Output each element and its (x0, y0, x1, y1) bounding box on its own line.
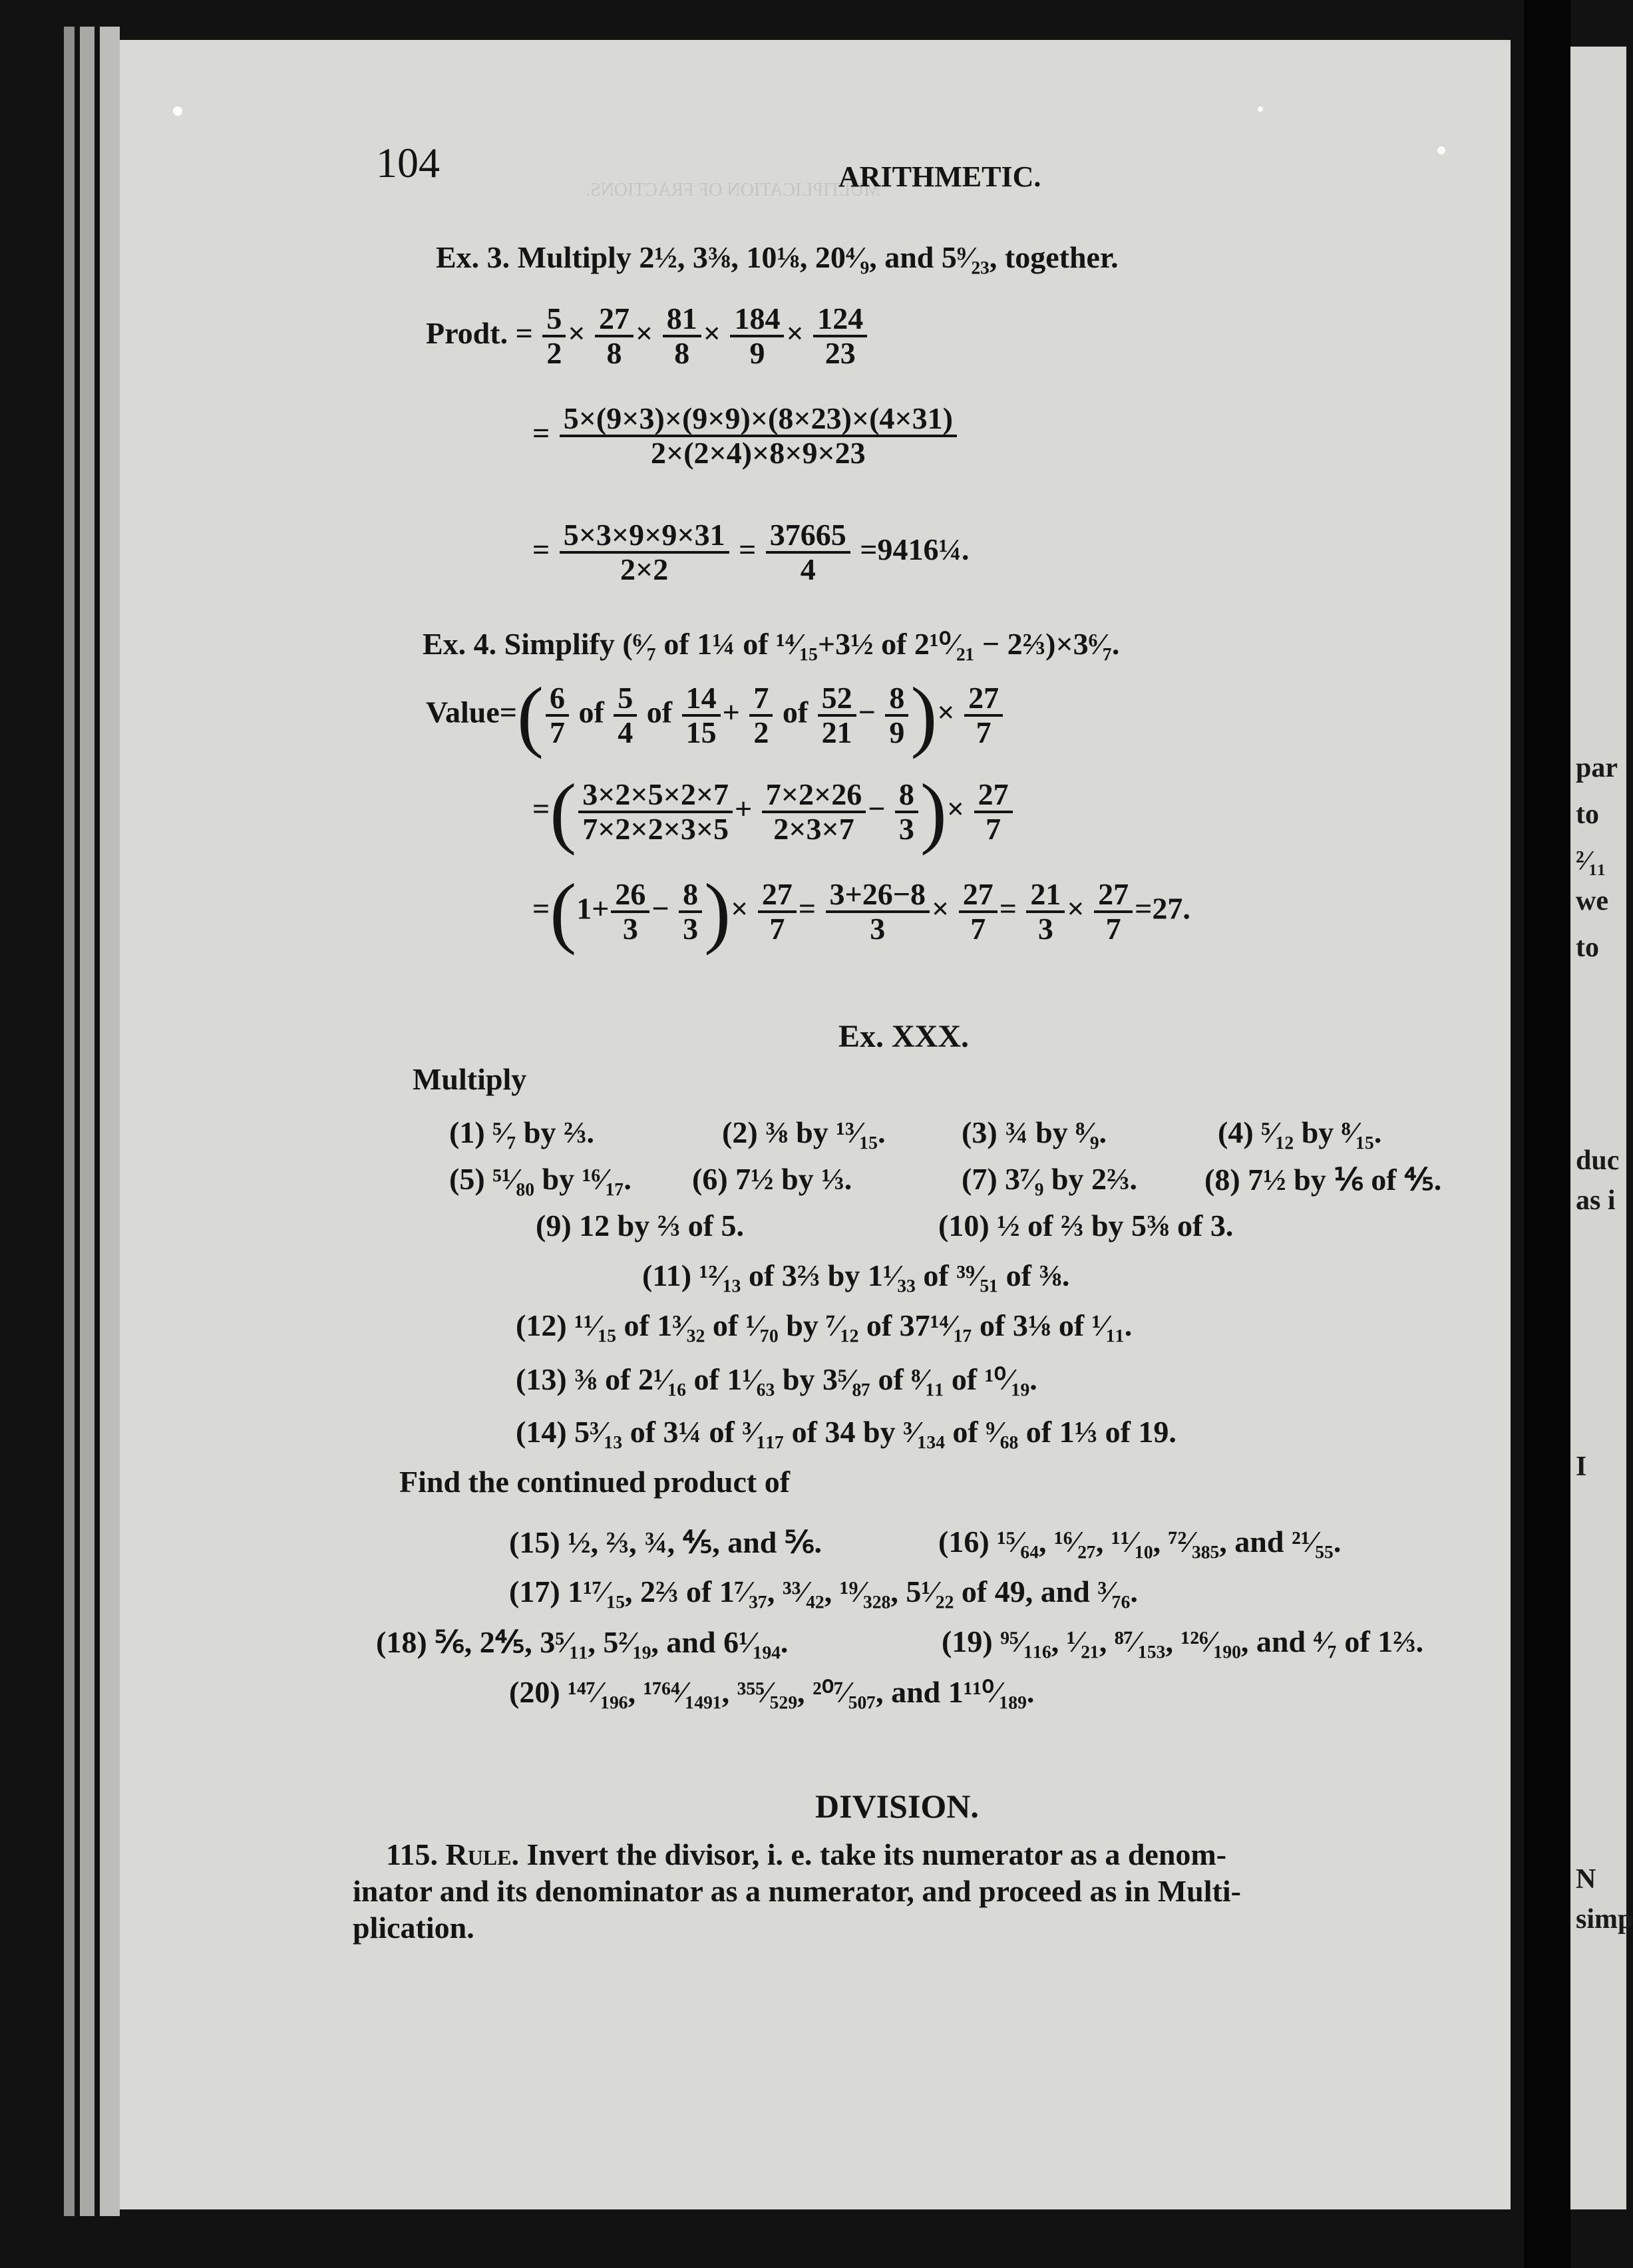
ex3-result: =9416¼. (860, 532, 970, 566)
exercise-item-8: (8) 7½ by ⅙ of ⅘. (1204, 1163, 1442, 1197)
continued-product-label: Find the continued product of (399, 1465, 791, 1499)
rule-line-2: inator and its denominator as a numerator, and proceed as in Multi- (353, 1874, 1241, 1908)
ex4-value-line3: =(1+ $\frac{26}{3}$ − $\frac{8}{3}$ )× $\frac{27}{7}$ = $\frac{3+26-8}{3}$ × $\frac{27}{7}$ = $\frac{21}{3}$ × $\frac{27}{7}$ =27. (532, 867, 1190, 956)
ex3-frac-prod: $\frac{5\times 3\times 9\times 9\times 31}{2\times 2}$ (560, 519, 729, 586)
exercise-item-7: (7) 3⁷⁄₉ by 2⅔. (962, 1162, 1137, 1196)
ex3-frac-2: $\frac{27}{8}$ (595, 303, 634, 370)
ex3-frac-mid: $\frac{37665}{4}$ (766, 519, 850, 586)
exercise-item-4: (4) ⁵⁄₁₂ by ⁸⁄₁₅. (1218, 1115, 1382, 1149)
facing-text: to (1576, 932, 1599, 963)
division-heading: DIVISION. (815, 1788, 979, 1825)
ex3-frac-1: $\frac{5}{2}$ (542, 303, 566, 370)
facing-text: simp (1576, 1904, 1633, 1935)
ex3-frac-4: $\frac{184}{9}$ (730, 303, 784, 370)
exercise-item-16: (16) ¹⁵⁄₆₄, ¹⁶⁄₂₇, ¹¹⁄₁₀, ⁷²⁄₃₈₅, and ²¹⁄₅₅. (938, 1525, 1342, 1559)
exercise-item-17: (17) 1¹⁷⁄₁₅, 2⅔ of 1⁷⁄₃₇, ³³⁄₄₂, ¹⁹⁄₃₂₈, 5¹⁄₂₂ of 49, and ³⁄₇₆. (509, 1575, 1138, 1608)
scan-speck (1437, 146, 1445, 154)
ex4-statement: Ex. 4. Simplify (⁶⁄₇ of 1¼ of ¹⁴⁄₁₅+3½ of 2¹⁰⁄₂₁ − 2⅔)×3⁶⁄₇. (423, 627, 1120, 661)
exercise-item-11: (11) ¹²⁄₁₃ of 3⅔ by 1¹⁄₃₃ of ³⁹⁄₅₁ of ⅜. (642, 1258, 1070, 1292)
exercise-item-2: (2) ⅜ by ¹³⁄₁₅. (722, 1115, 886, 1149)
rule-line-3: plication. (353, 1911, 474, 1945)
multiply-label: Multiply (413, 1062, 527, 1096)
exercise-item-13: (13) ⅜ of 2¹⁄₁₆ of 1¹⁄₆₃ by 3⁵⁄₈₇ of ⁸⁄₁₁ of ¹⁰⁄₁₉. (516, 1362, 1037, 1396)
ex4-value-line2: =( $\frac{3\times 2\times 5\times 2\times 7}{7\times 2\times 2\times 3\times 5}$ + $\frac{7\times 2\times 26}{2\times 3\times 7}$ − $\frac{8}{3}$ )× $\frac{27}{7}$ (532, 772, 1015, 852)
scan-speck (173, 106, 182, 116)
ex3-statement: Ex. 3. Multiply 2½, 3⅜, 10⅛, 20⁴⁄₉, and 5⁹⁄₂₃, together. (436, 240, 1119, 274)
rule-number: 115. (386, 1837, 438, 1871)
ex3-big-frac: $\frac{5\times(9\times 3)\times(9\times 9)\times(8\times 23)\times(4\times 31)}{2\times(2\times 4)\times 8\times 9\times 23}$ (560, 403, 957, 470)
bleed-through-text: MULTIPLICATION OF FRACTIONS. (586, 180, 881, 200)
facing-text: I (1576, 1451, 1587, 1482)
exercise-item-6: (6) 7½ by ⅓. (692, 1162, 852, 1196)
ex3-line2: = $\frac{5\times(9\times 3)\times(9\times 9)\times(8\times 23)\times(4\times 31)}{2\times(2\times 4)\times 8\times 9\times 23}$ (532, 403, 959, 470)
rule-label: Rule. (445, 1837, 519, 1871)
ex3-lead: Prodt. = (426, 315, 533, 350)
page-edge-left-2 (80, 27, 94, 2216)
facing-text: we (1576, 886, 1608, 916)
rule-text-1: Invert the divisor, i. e. take its numerator as a denom- (526, 1837, 1227, 1871)
exercise-item-1: (1) ⁵⁄₇ by ⅔. (449, 1115, 594, 1149)
exercise-item-14: (14) 5³⁄₁₃ of 3¼ of ³⁄₁₁₇ of 34 by ³⁄₁₃₄ of ⁹⁄₆₈ of 1⅓ of 19. (516, 1415, 1177, 1449)
facing-text: N (1576, 1864, 1596, 1895)
ex4-result: =27. (1135, 891, 1190, 926)
exercise-item-5: (5) ⁵¹⁄₈₀ by ¹⁶⁄₁₇. (449, 1162, 632, 1196)
exercise-item-12: (12) ¹¹⁄₁₅ of 1³⁄₃₂ of ¹⁄₇₀ by ⁷⁄₁₂ of 37¹⁴⁄₁₇ of 3⅛ of ¹⁄₁₁. (516, 1308, 1133, 1342)
exercise-item-3: (3) ¾ by ⁸⁄₉. (962, 1115, 1107, 1149)
ex4-value-line1: Value=( $\frac{6}{7}$ of $\frac{5}{4}$ of $\frac{14}{15}$ + $\frac{7}{2}$ of $\frac{52}{21}$ − $\frac{8}{9}$ )× $\frac{27}{7}$ (426, 675, 1005, 755)
ex3-line3: = $\frac{5\times 3\times 9\times 9\times 31}{2\times 2}$ = $\frac{37665}{4}$ =9416¼. (532, 518, 970, 587)
exercise-item-18: (18) ⅚, 2⅘, 3⁵⁄₁₁, 5²⁄₁₉, and 6¹⁄₁₉₄. (376, 1625, 789, 1659)
facing-text: ²⁄₁₁ (1576, 846, 1606, 876)
book-spine-gutter (1524, 0, 1570, 2268)
facing-text: par (1576, 753, 1618, 783)
ex4-value-lead: Value= (426, 695, 517, 729)
exercise-item-19: (19) ⁹⁵⁄₁₁₆, ¹⁄₂₁, ⁸⁷⁄₁₅₃, ¹²⁶⁄₁₉₀, and ⁴⁄₇ of 1⅔. (942, 1624, 1424, 1658)
facing-page-fragment (1570, 47, 1633, 2209)
ex3-line1: Prodt. = $\frac{5}{2}$ × $\frac{27}{8}$ × $\frac{81}{8}$ × $\frac{184}{9}$ × $\frac{124}{23}$ (426, 303, 869, 370)
facing-text: as i (1576, 1185, 1616, 1216)
scan-speck (1258, 106, 1263, 112)
exercise-item-10: (10) ½ of ⅔ by 5⅜ of 3. (938, 1209, 1234, 1242)
facing-text: to (1576, 799, 1599, 830)
ex3-frac-5: $\frac{124}{23}$ (813, 303, 867, 370)
page-edge-left-1 (100, 27, 120, 2216)
ex3-frac-3: $\frac{81}{8}$ (663, 303, 701, 370)
exercise-item-9: (9) 12 by ⅔ of 5. (536, 1209, 745, 1242)
exercise-item-15: (15) ½, ⅔, ¾, ⅘, and ⅚. (509, 1525, 822, 1559)
rule-line-1 (386, 1837, 1226, 1872)
page-edge-left-3 (64, 27, 75, 2216)
facing-text: duc (1576, 1145, 1620, 1176)
exercise-item-20: (20) ¹⁴⁷⁄₁₉₆, ¹⁷⁶⁴⁄₁₄₉₁, ³⁵⁵⁄₅₂₉, ²⁰⁷⁄₅₀₇, and 1¹¹⁰⁄₁₈₉. (509, 1675, 1035, 1709)
book-page (120, 40, 1511, 2209)
exercise-heading: Ex. XXX. (838, 1019, 970, 1054)
running-title: ARITHMETIC. (838, 160, 1041, 193)
page-number: 104 (376, 139, 440, 186)
